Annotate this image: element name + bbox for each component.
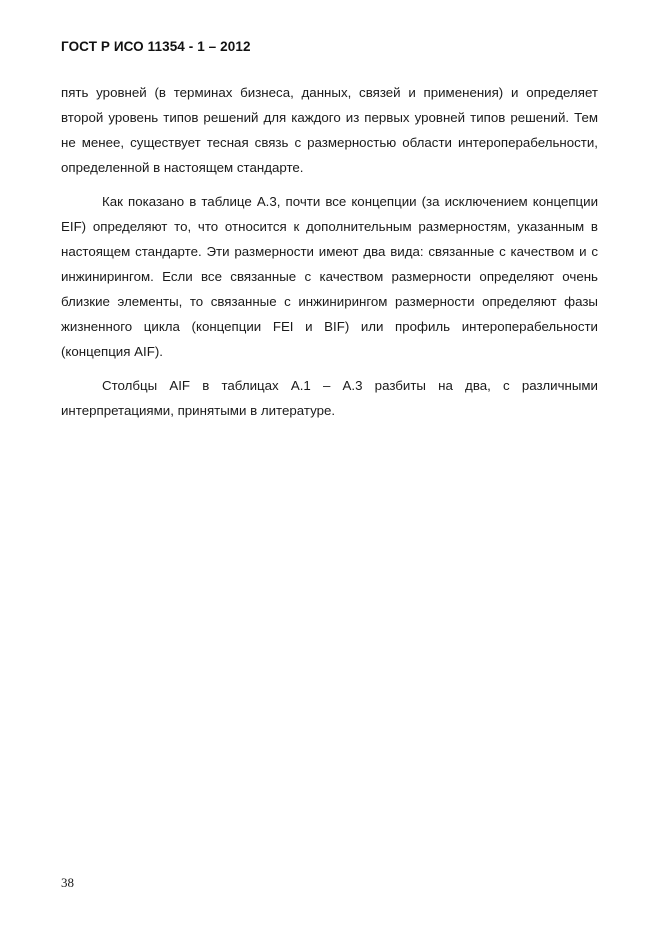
document-header: ГОСТ Р ИСО 11354 - 1 – 2012 — [61, 39, 251, 54]
page-number: 38 — [61, 875, 74, 890]
paragraph-continuation: пять уровней (в терминах бизнеса, данных, связей и применения) и определяет второй уровень типов решений для каждого из первых уровней типов решений. Тем не менее, существует тесная связь с размерностью области интероперабельности, определенной в настоящем стандарте. — [61, 85, 598, 175]
paragraph-aif-columns: Столбцы AIF в таблицах А.1 – А.3 разбиты на два, с различными интерпретациями, принятыми в литературе. — [61, 378, 598, 418]
body-text — [61, 80, 598, 432]
paragraph-table-a3: Как показано в таблице А.3, почти все концепции (за исключением концепции EIF) определяют то, что относится к дополнительным размерностям, указанным в настоящем стандарте. Эти размерности имеют два вида: связанные с качеством и с инжинирингом. Если все связанные с качеством размерности определяют очень близкие элементы, то связанные с инжинирингом размерности определяют фазы жизненного цикла (концепции FEI и BIF) или профиль интероперабельности (концепция AIF). — [61, 194, 598, 359]
